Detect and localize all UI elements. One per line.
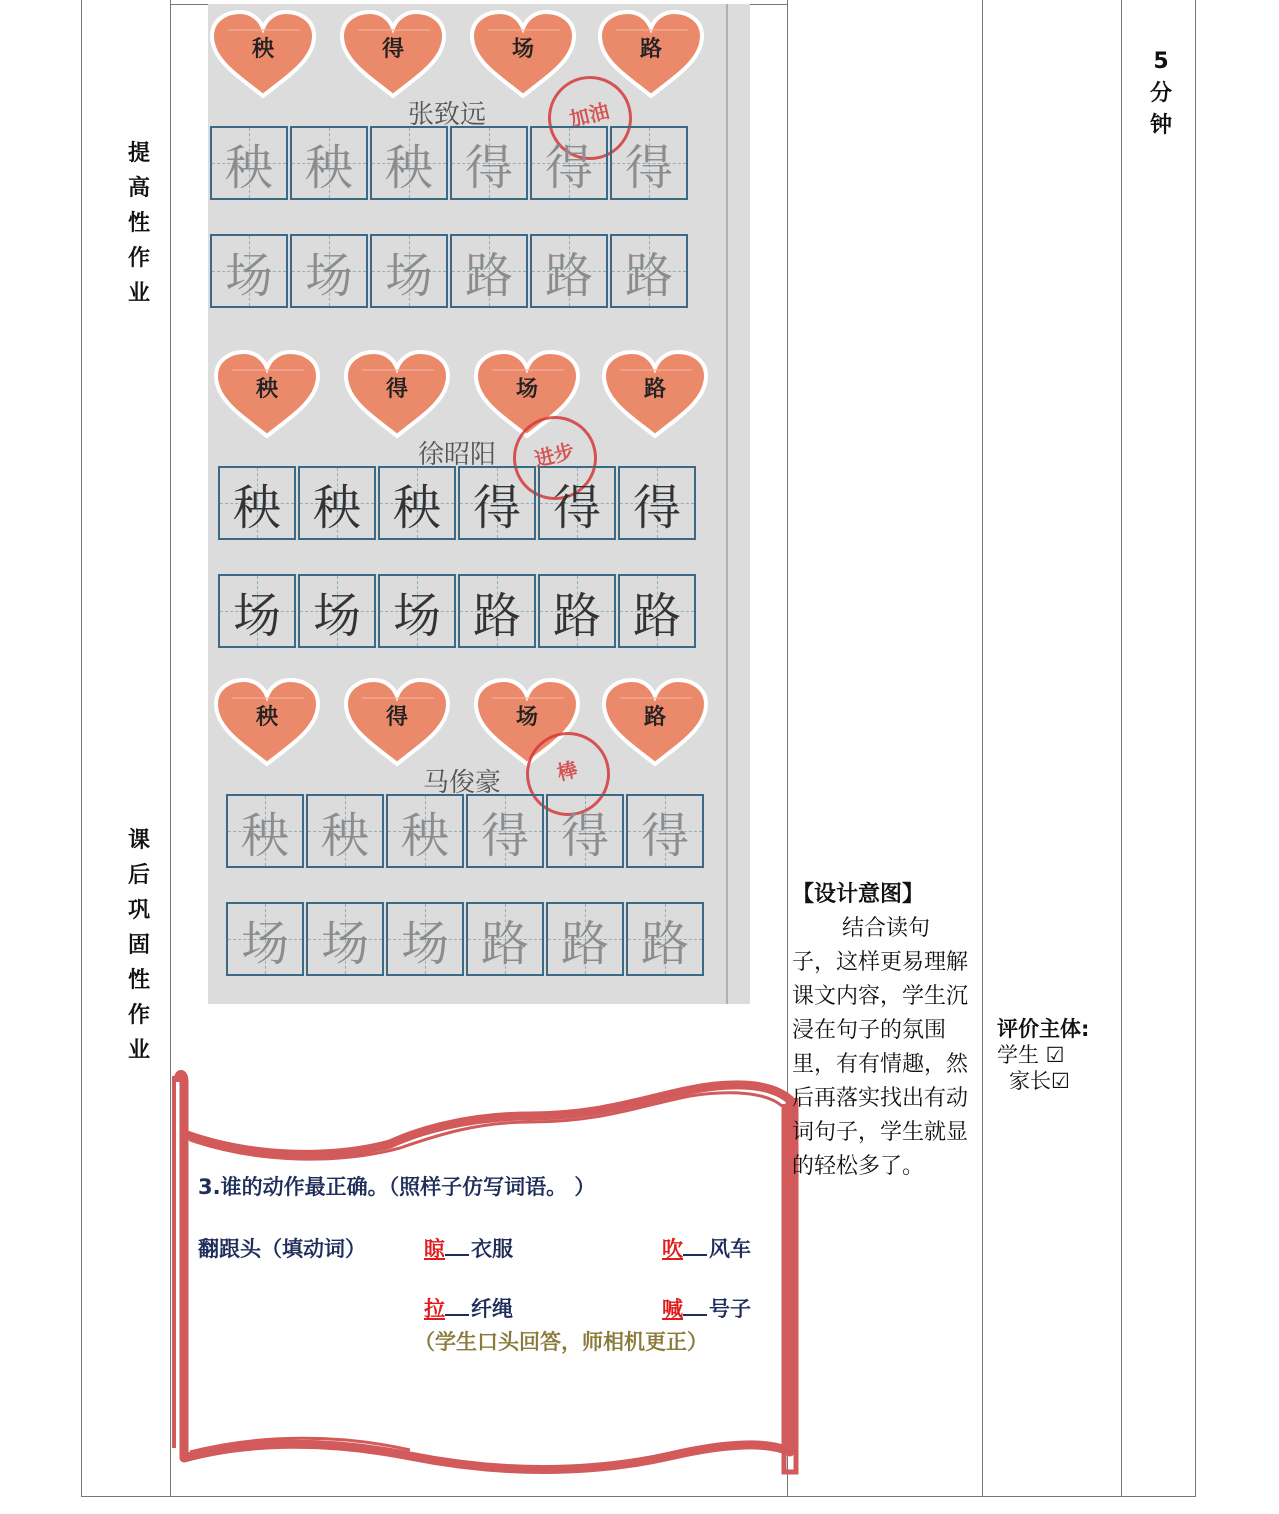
writing-grid-row [226, 794, 706, 868]
student-name: 马俊豪 [423, 768, 502, 798]
evaluation-subject [997, 1016, 1089, 1094]
time-label: 5 分 钟 [1149, 49, 1172, 138]
exercise-title: 3.谁的动作最正确。（照样子仿写词语。 ） [198, 1175, 596, 1199]
writing-cell: 秧 [370, 126, 448, 200]
writing-grid-row [218, 466, 698, 540]
writing-cell: 路 [610, 234, 688, 308]
heart-icon [342, 678, 452, 768]
table-border-bottom [81, 1496, 1196, 1497]
writing-cell: 秧 [218, 466, 296, 540]
writing-cell: 场 [298, 574, 376, 648]
writing-cell: 场 [226, 902, 304, 976]
writing-cell: 得 [466, 794, 544, 868]
writing-cell: 秧 [290, 126, 368, 200]
exercise-pair-2: 吹 风车 [662, 1237, 751, 1261]
writing-cell: 得 [618, 466, 696, 540]
writing-cell: 路 [466, 902, 544, 976]
writing-cell: 路 [618, 574, 696, 648]
heart-icon [208, 10, 318, 100]
writing-cell: 路 [450, 234, 528, 308]
writing-cell: 路 [626, 902, 704, 976]
table-divider-4 [1121, 0, 1122, 1497]
worksheet-block [208, 4, 750, 334]
writing-cell: 场 [386, 902, 464, 976]
writing-grid-row [226, 902, 706, 976]
heart-character: 秧 [251, 37, 274, 62]
writing-cell: 得 [458, 466, 536, 540]
writing-cell: 秧 [210, 126, 288, 200]
evaluation-title: 评价主体: [997, 1017, 1090, 1041]
heart-character: 场 [515, 377, 538, 402]
writing-cell: 秧 [386, 794, 464, 868]
worksheet-block [208, 672, 750, 1002]
exercise-pair-3: 拉 纤绳 [424, 1297, 513, 1321]
heart-icon [600, 350, 710, 440]
design-intent-body: 结合读句子，这样更易理解课文内容，学生沉浸在句子的氛围里，有有情趣，然后再落实找出有动词句子，学生就显的轻松多了。 [792, 916, 969, 1179]
writing-cell: 场 [218, 574, 296, 648]
handwriting-photo [208, 4, 750, 1004]
writing-cell: 场 [306, 902, 384, 976]
writing-cell: 路 [538, 574, 616, 648]
heart-icon [212, 678, 322, 768]
worksheet-block [208, 344, 750, 674]
heart-character: 秧 [255, 705, 278, 730]
exercise-pair-1: 晾 衣服 [424, 1237, 513, 1261]
writing-cell: 得 [538, 466, 616, 540]
writing-cell: 得 [530, 126, 608, 200]
heart-icon [338, 10, 448, 100]
writing-cell: 路 [530, 234, 608, 308]
design-intent-heading: 【设计意图】 [792, 882, 925, 907]
writing-cell: 秧 [378, 466, 456, 540]
writing-cell: 路 [546, 902, 624, 976]
scroll-frame-icon [170, 1068, 802, 1478]
exercise-example: 翻跟头（填动词） [198, 1237, 366, 1261]
writing-cell: 秧 [226, 794, 304, 868]
teacher-stamp: 棒 [517, 723, 619, 825]
heart-character: 秧 [255, 377, 278, 402]
writing-cell: 得 [546, 794, 624, 868]
student-name: 张致远 [408, 100, 487, 130]
writing-cell: 得 [450, 126, 528, 200]
writing-cell: 路 [458, 574, 536, 648]
evaluation-parent: 家长☑ [1009, 1069, 1070, 1093]
writing-cell: 场 [210, 234, 288, 308]
exercise-pair-4: 喊 号子 [662, 1297, 751, 1321]
writing-cell: 场 [370, 234, 448, 308]
heart-character: 得 [385, 705, 408, 730]
table-divider-3 [982, 0, 983, 1497]
table-border-right [1195, 0, 1196, 1497]
table-border-left [81, 0, 82, 1497]
writing-grid-row [210, 234, 690, 308]
writing-cell: 秧 [298, 466, 376, 540]
heart-character: 得 [381, 37, 404, 62]
writing-cell: 得 [610, 126, 688, 200]
evaluation-student: 学生 ☑ [997, 1043, 1065, 1067]
heart-icon [342, 350, 452, 440]
exercise-scroll-banner [170, 1068, 802, 1478]
writing-cell: 得 [626, 794, 704, 868]
heart-icon [212, 350, 322, 440]
heart-character: 路 [643, 377, 666, 402]
design-intent [792, 878, 972, 1184]
label-consolidate-homework: 课 后 巩 固 性 作 业 [127, 828, 150, 1063]
writing-cell: 秧 [306, 794, 384, 868]
heart-character: 场 [515, 705, 538, 730]
writing-cell: 场 [290, 234, 368, 308]
teacher-stamp: 加油 [539, 67, 641, 169]
label-improve-homework: 提 高 性 作 业 [127, 141, 150, 306]
heart-icon [600, 678, 710, 768]
heart-character: 得 [385, 377, 408, 402]
heart-character: 路 [639, 37, 662, 62]
student-name: 徐昭阳 [418, 440, 497, 470]
writing-grid-row [218, 574, 698, 648]
heart-character: 场 [511, 37, 534, 62]
exercise-note: （学生口头回答，师相机更正） [414, 1330, 708, 1354]
writing-grid-row [210, 126, 690, 200]
heart-character: 路 [643, 705, 666, 730]
writing-cell: 场 [378, 574, 456, 648]
teacher-stamp: 进步 [504, 407, 606, 509]
